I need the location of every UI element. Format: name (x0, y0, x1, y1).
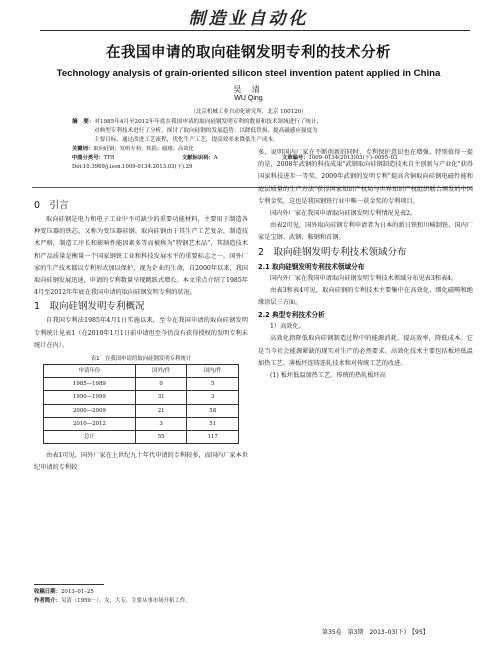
received-date: 2013–01–25 (60, 589, 94, 595)
article-number-label: 文章编号： (282, 155, 309, 161)
right-paragraph-2: 国内外厂家在我国申请取向硅钢发明专利情况见表2。 (270, 210, 417, 218)
section-2-heading: 2 取向硅钢发明专利技术领域分布 (258, 246, 407, 258)
header-rule (40, 30, 470, 31)
abstract-line-3: 主要目标，通过改进工艺流程，优化生产工艺，提高效率来降低生产成本。 (94, 137, 279, 143)
right-paragraph-7: 高效化指降低取向硅钢制造过程中的能源消耗，提高效率，降低成本。它是当今社会能源紧缺的现实对生产的必然要求。高效化技术主要包括板坯低温加热工艺、薄板坯连铸连轧技术和对传统工艺的改进。 (258, 335, 473, 367)
author-en: WU Qing (234, 95, 263, 102)
doi-label: Doi: (72, 164, 83, 170)
overview-paragraph: 自我国专利法1985年4月1日实施以来，至今在我国申请的取向硅钢发明专利统计见表1（在2010年1月1日前申请但至今仍没有获得授权的发明专利未统计在内）。 (34, 317, 248, 349)
table-row (44, 404, 239, 417)
table-header-cell: 国内/件 (187, 365, 239, 378)
article-number: 1009–0134(2013)03(下)–0095–03 (308, 155, 398, 161)
right-paragraph-6: 1）高效化。 (270, 323, 305, 331)
table-cell: 1990—1999 (44, 391, 136, 404)
section-2-1-heading: 2.1 取向硅钢发明专利技术领域分布 (258, 262, 365, 271)
doc-code-value: A (213, 155, 218, 161)
journal-title: 制造业自动化 (188, 9, 309, 29)
section-1-heading: 1 取向硅钢发明专利概况 (34, 301, 145, 313)
right-column (258, 147, 473, 382)
table-cell: 21 (135, 404, 187, 417)
section-0-heading: 0 引言 (34, 200, 69, 211)
left-column (34, 198, 248, 475)
right-paragraph-4: 国内外厂家在我国申请取向硅钢发明专利技术领域分布见表3和表4。 (270, 274, 458, 282)
doc-code-label: 文献标识码： (182, 155, 214, 161)
bio-label: 作者简介： (34, 598, 61, 604)
table-header-cell: 申请年份 (44, 365, 136, 378)
table-cell: 3 (135, 417, 187, 430)
clc-label: 中图分类号： (72, 155, 104, 161)
footnote (34, 588, 294, 606)
doi-value: 10.3969/j.issn.1009-0134.2013.03(下).29 (82, 164, 193, 170)
table-cell: 5 (187, 378, 239, 391)
table-row (44, 417, 239, 430)
received-label: 收稿日期： (34, 589, 61, 595)
table-cell: 51 (187, 417, 239, 430)
right-paragraph-5: 由表3和表4可见，取向硅钢的专利技术主要集中在高效化、细化磁畴和绝缘涂层三方面。 (258, 286, 473, 307)
right-paragraph-3: 由表2可见，国外取向硅钢专利申请者为日本的新日铁和川崎制铁，国内厂家是宝钢、武钢、鞍钢和首钢。 (258, 222, 473, 242)
table-discussion-paragraph: 由表1可见，国外厂家在上世纪九十年代申请的专利较多，而国内厂家本世纪申请的专利较 (34, 452, 248, 472)
right-paragraph-1: 多，说明国内厂家在不断创新的同时，专利保护意识也在增强。特别值得一提的是，2008年武钢的科技成果"武钢取向硅钢制造技术自主创新与产业化"获得国家科技进步一等奖，2009年武钢的发明专利"提高含铜取向硅钢电磁性能和底层质量的生产方法"获得国家知识产权局与世界知识产权组织联合颁发的中国专利金奖，这也是我国钢铁行业中唯一获金奖的专利项目。 (258, 149, 473, 205)
affiliation: （北京机械工业自动化研究所，北京 100120） (190, 109, 307, 115)
table-cell: 31 (135, 391, 187, 404)
section-2-2-heading: 2.2 典型专利技术分析 (258, 311, 325, 320)
patent-stats-table (43, 364, 239, 444)
table-cell: 3 (187, 391, 239, 404)
intro-paragraph: 取向硅钢是电力和电子工业中不可缺少的重要功能材料，主要用于制造各种变压器的铁芯，又称为变压器硅钢。取向硅钢由于其生产工艺复杂，制造技术严格，制造工序长和影响性能因素多等而被称为"特钢艺术品"，其制造技术和产品质量是衡量一个国家钢铁工业和科技发展水平的重要标志之一。国外厂家的生产技术都以专利形式加以保护，视为企业的生命，自2000年以来，我国取向硅钢发展迅速，申请的专利数量呈现跳跃式增长。本文重点介绍了1985年4月至2012年年底在我国申请的取向硅钢发明专利的状况。 (34, 216, 248, 297)
table-header-row (44, 365, 239, 378)
keywords: 取向硅钢；发明专利；铁损；磁感；高效化 (93, 146, 194, 152)
table-cell: 2010—2012 (44, 417, 136, 430)
keywords-label: 关键词： (72, 146, 94, 152)
author-cn: 吴 清 (233, 85, 264, 94)
table-cell: 58 (187, 404, 239, 417)
page-footer: 第35卷 第3期 2013–03(下) 【95】 (322, 629, 429, 636)
abstract-line-2: 对典型专利技术进行了分析，探讨了取向硅钢的发展趋势：以降低铁损、提高磁感应强度为 (94, 128, 318, 134)
table-cell: 总计 (44, 431, 136, 444)
table-row (44, 391, 239, 404)
footnote-rule (34, 584, 104, 585)
table-cell: 117 (187, 431, 239, 444)
right-paragraph-8: (1) 板坯低温加热工艺。传统的热轧板坯高 (270, 372, 386, 380)
table-cell: 2000—2009 (44, 404, 136, 417)
table-1-caption: 表1 在我国申请的取向硅钢发明专利统计 (90, 356, 192, 363)
table-header-cell: 国外/件 (135, 365, 187, 378)
clc-value: TF8 (103, 155, 115, 161)
table-row (44, 378, 239, 391)
table-total-row (44, 431, 239, 444)
table-cell: 1985—1989 (44, 378, 136, 391)
article-title-en: Technology analysis of grain-oriented silicon steel invention patent applied in China (56, 68, 441, 79)
article-title-cn: 在我国申请的取向硅钢发明专利的技术分析 (106, 45, 391, 61)
author-bio: 吴清（1959－），女，大专，主要从事市场开拓工作。 (60, 598, 191, 604)
table-cell: 55 (135, 431, 187, 444)
abstract-label: 摘 要： (72, 119, 95, 125)
abstract-line-1: 对1985年4月至2012年年底在我国申请的取向硅钢发明专利的数量和技术领域进行了统计， (94, 119, 323, 125)
table-cell: 0 (135, 378, 187, 391)
